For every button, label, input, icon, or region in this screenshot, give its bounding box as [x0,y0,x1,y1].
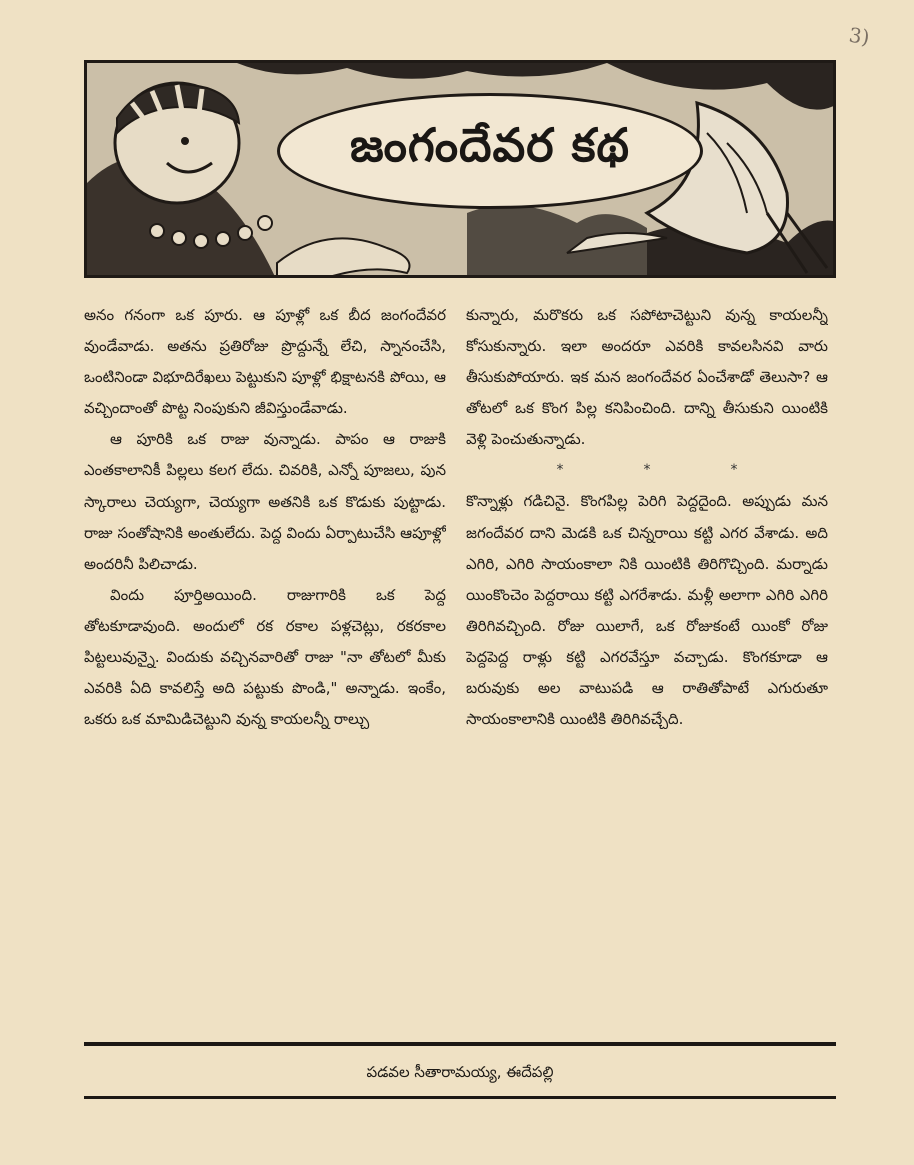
separator-star: * [730,462,818,479]
footer-rule-bottom [84,1096,836,1099]
footer-rule-top [84,1042,836,1046]
paragraph-1: అనం గనంగా ఒక పూరు. ఆ పూళ్లో ఒక బీద జంగందేవర వుండేవాడు. అతను ప్రతిరోజు ప్రొద్దున్నే లేచి, స్నానంచేసి, ఒంటినిండా విభూదిరేఖలు పెట్టుకుని పూళ్లో భిక్షాటనకి పోయి, ఆ వచ్చిందాంతో పొట్ట నింపుకుని జీవిస్తుండేవాడు. [84,306,446,418]
paragraph-2: ఆ పూరికి ఒక రాజు వున్నాడు. పాపం ఆ రాజుకి ఎంతకాలానికీ పిల్లలు కలగ లేదు. చివరికి, ఎన్నో పూజలు, పున స్కారాలు చెయ్యగా, చెయ్యగా అతనికి ఒక కొడుకు పుట్టాడు. రాజు సంతోషానికి అంతులేదు. పెద్ద విందు ఏర్పాటుచేసి ఆపూళ్లో అందరినీ పిలిచాడు. [84,430,446,573]
section-separator [466,455,828,486]
title-banner [84,60,836,278]
paragraph-5: కొన్నాళ్లు గడిచినై. కొంగపిల్ల పెరిగి పెద్దదైంది. అప్పుడు మన జగందేవర దాని మెడకి ఒక చిన్నరాయి కట్టి ఎగర వేశాడు. అది ఎగిరి, ఎగిరి సాయంకాలా నికి యింటికి తిరిగొచ్చింది. మర్నాడు యింకొంచెం పెద్దరాయి కట్టి ఎగరేశాడు. మళ్లీ అలాగా ఎగిరి ఎగిరి తిరిగివచ్చింది. రోజు యిలాగే, ఒక రోజుకంటే యింకో రోజు పెద్దపెద్ద రాళ్లు కట్టి ఎగరవేస్తూ వచ్చాడు. కొంగకూడా ఆ బరువుకు అల వాటుపడి ఆ రాతితోపాటే ఎగురుతూ సాయంకాలానికి యింటికి తిరిగివచ్చేది. [466,492,828,729]
page-number: 3) [847,22,872,50]
separator-star: * [643,462,731,479]
paragraph-3: విందు పూర్తిఅయింది. రాజుగారికి ఒక పెద్ద తోటకూడావుంది. అందులో రక రకాల పళ్లచెట్లు, రకరకాల పిట్టలువున్నై. విందుకు వచ్చినవారితో రాజు "నా తోటలో మీకు ఎవరికి ఏది కావలిస్తే అది పట్టుకు పొండి," అన్నాడు. ఇంకేం, ఒకరు ఒక మామిడిచెట్టుని వున్న కాయలన్నీ రాల్చు [84,585,446,729]
story-title: జంగందేవర కథ [349,118,631,172]
title-oval [277,93,703,209]
author-credit: పడవల సీతారామయ్య, ఈదేపల్లి [366,1063,554,1081]
left-column [84,300,446,735]
right-column [466,300,828,735]
paragraph-4: కున్నారు, మరొకరు ఒక సపోటాచెట్టుని వున్న కాయలన్నీ కోసుకున్నారు. ఇలా అందరూ ఎవరికి కావలసినవి వారు తీసుకుపోయారు. ఇక మన జంగందేవర ఏంచేశాడో తెలుసా? ఆ తోటలో ఒక కొంగ పిల్ల కనిపించింది. దాన్ని తీసుకుని యింటికి వెళ్లి పెంచుతున్నాడు. [466,306,828,449]
separator-star: * [556,462,644,479]
